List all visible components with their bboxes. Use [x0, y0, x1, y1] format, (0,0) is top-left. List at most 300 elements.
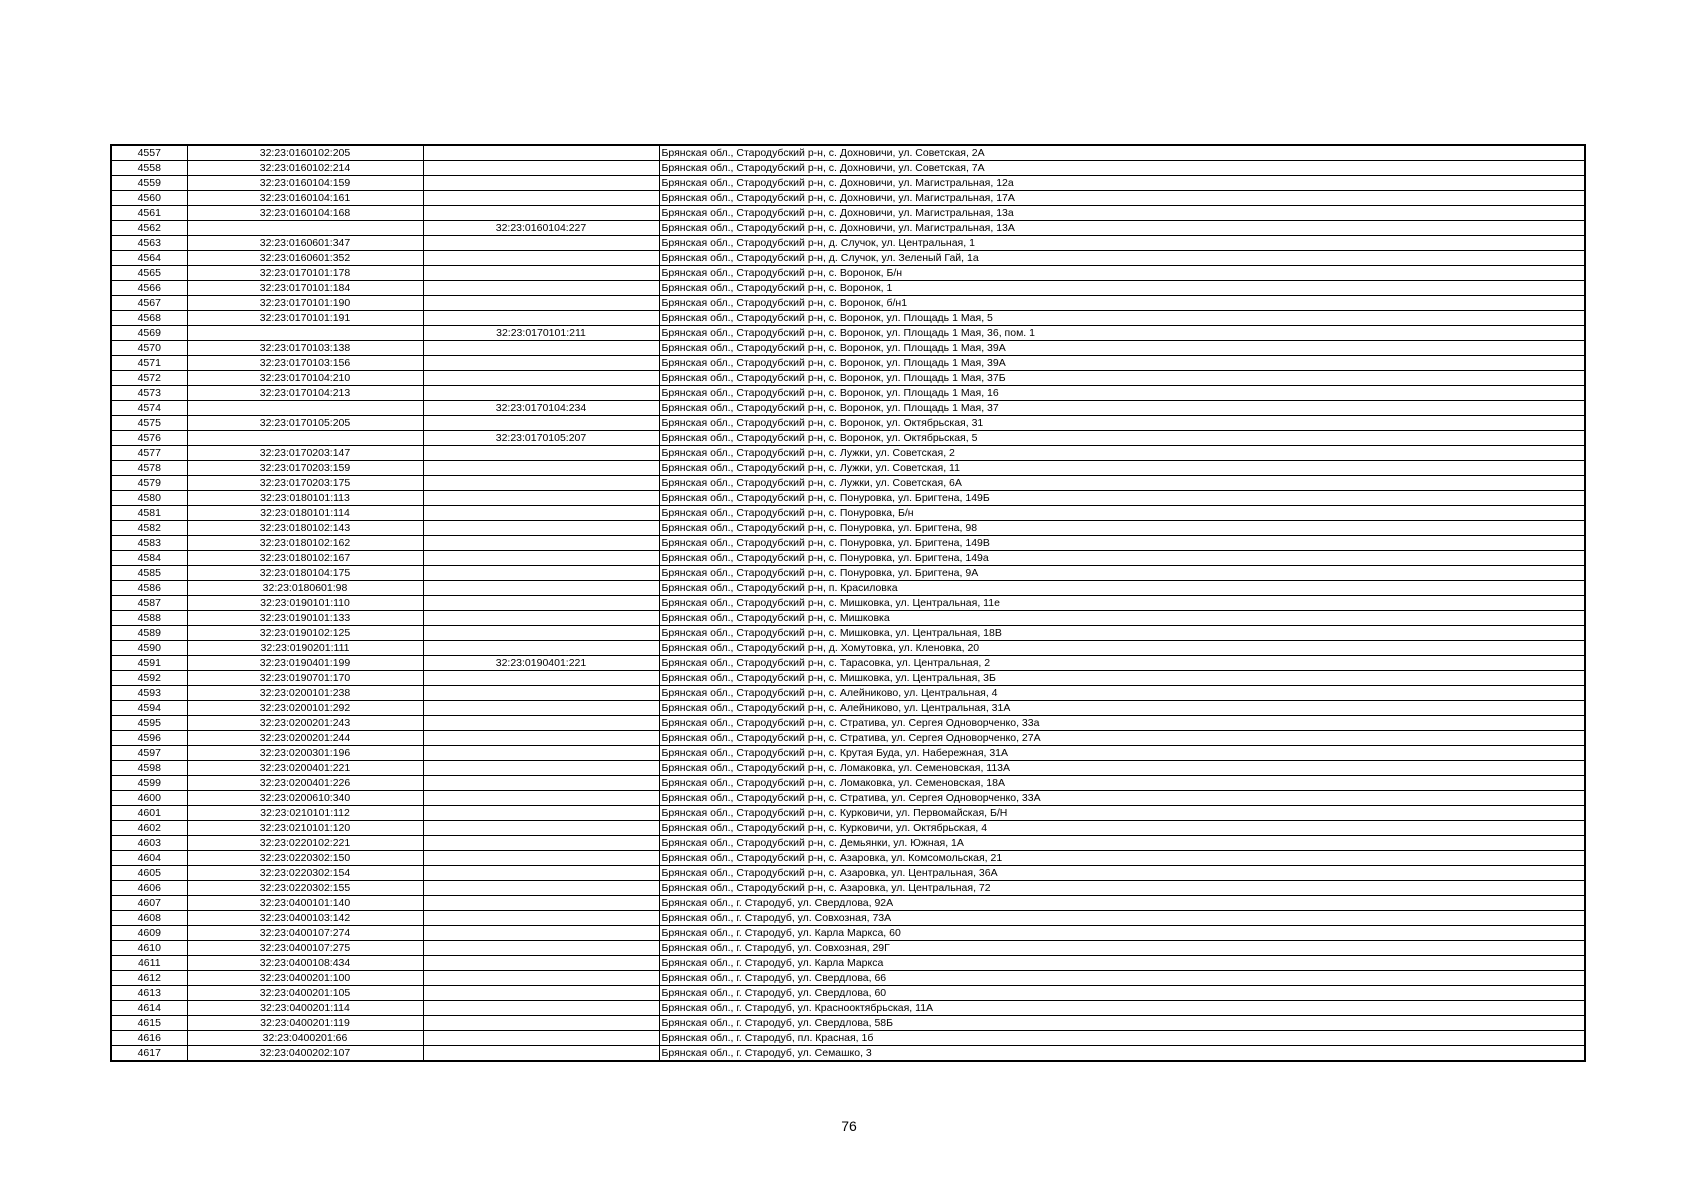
row-number-cell: 4564 [111, 251, 187, 266]
cadastral-number-cell: 32:23:0170203:159 [187, 461, 423, 476]
property-table [110, 144, 1586, 1062]
related-cadastral-number-cell [423, 386, 659, 401]
address-cell: Брянская обл., Стародубский р-н, с. Курковичи, ул. Первомайская, Б/Н [659, 806, 1585, 821]
row-number-cell: 4572 [111, 371, 187, 386]
cadastral-number-cell: 32:23:0400201:100 [187, 971, 423, 986]
cadastral-number-cell [187, 431, 423, 446]
related-cadastral-number-cell [423, 356, 659, 371]
row-number-cell: 4595 [111, 716, 187, 731]
table-row [111, 911, 1585, 926]
cadastral-number-cell [187, 326, 423, 341]
cadastral-number-cell: 32:23:0400201:119 [187, 1016, 423, 1031]
related-cadastral-number-cell [423, 1016, 659, 1031]
cadastral-number-cell: 32:23:0170104:210 [187, 371, 423, 386]
table-row [111, 1046, 1585, 1062]
table-row [111, 971, 1585, 986]
row-number-cell: 4577 [111, 446, 187, 461]
table-row [111, 431, 1585, 446]
address-cell: Брянская обл., Стародубский р-н, с. Стратива, ул. Сергея Одноворченко, 27А [659, 731, 1585, 746]
related-cadastral-number-cell: 32:23:0170101:211 [423, 326, 659, 341]
cadastral-number-cell: 32:23:0210101:112 [187, 806, 423, 821]
related-cadastral-number-cell [423, 611, 659, 626]
table-row [111, 851, 1585, 866]
table-row [111, 746, 1585, 761]
related-cadastral-number-cell [423, 926, 659, 941]
row-number-cell: 4570 [111, 341, 187, 356]
related-cadastral-number-cell [423, 941, 659, 956]
address-cell: Брянская обл., Стародубский р-н, с. Мишковка, ул. Центральная, 3Б [659, 671, 1585, 686]
row-number-cell: 4590 [111, 641, 187, 656]
address-cell: Брянская обл., Стародубский р-н, с. Дохновичи, ул. Советская, 7А [659, 161, 1585, 176]
row-number-cell: 4601 [111, 806, 187, 821]
address-cell: Брянская обл., Стародубский р-н, с. Мишковка, ул. Центральная, 18В [659, 626, 1585, 641]
cadastral-number-cell: 32:23:0220302:155 [187, 881, 423, 896]
related-cadastral-number-cell [423, 761, 659, 776]
cadastral-number-cell: 32:23:0160104:159 [187, 176, 423, 191]
row-number-cell: 4580 [111, 491, 187, 506]
address-cell: Брянская обл., Стародубский р-н, п. Красиловка [659, 581, 1585, 596]
related-cadastral-number-cell [423, 176, 659, 191]
row-number-cell: 4559 [111, 176, 187, 191]
row-number-cell: 4569 [111, 326, 187, 341]
related-cadastral-number-cell [423, 971, 659, 986]
address-cell: Брянская обл., Стародубский р-н, с. Воронок, ул. Площадь 1 Мая, 5 [659, 311, 1585, 326]
cadastral-number-cell: 32:23:0400201:114 [187, 1001, 423, 1016]
address-cell: Брянская обл., Стародубский р-н, с. Воронок, 1 [659, 281, 1585, 296]
table-row [111, 551, 1585, 566]
cadastral-number-cell [187, 401, 423, 416]
related-cadastral-number-cell [423, 1046, 659, 1062]
cadastral-number-cell: 32:23:0400107:274 [187, 926, 423, 941]
related-cadastral-number-cell [423, 251, 659, 266]
table-row [111, 866, 1585, 881]
table-row [111, 341, 1585, 356]
row-number-cell: 4600 [111, 791, 187, 806]
row-number-cell: 4578 [111, 461, 187, 476]
row-number-cell: 4581 [111, 506, 187, 521]
table-row [111, 986, 1585, 1001]
cadastral-number-cell: 32:23:0170101:191 [187, 311, 423, 326]
related-cadastral-number-cell [423, 896, 659, 911]
address-cell: Брянская обл., Стародубский р-н, с. Воронок, б/н1 [659, 296, 1585, 311]
row-number-cell: 4592 [111, 671, 187, 686]
row-number-cell: 4596 [111, 731, 187, 746]
table-row [111, 581, 1585, 596]
related-cadastral-number-cell [423, 461, 659, 476]
related-cadastral-number-cell [423, 281, 659, 296]
cadastral-number-cell: 32:23:0400201:66 [187, 1031, 423, 1046]
row-number-cell: 4594 [111, 701, 187, 716]
address-cell: Брянская обл., Стародубский р-н, с. Стратива, ул. Сергея Одноворченко, 33А [659, 791, 1585, 806]
related-cadastral-number-cell [423, 596, 659, 611]
row-number-cell: 4589 [111, 626, 187, 641]
row-number-cell: 4606 [111, 881, 187, 896]
address-cell: Брянская обл., Стародубский р-н, с. Азаровка, ул. Центральная, 36А [659, 866, 1585, 881]
table-row [111, 671, 1585, 686]
cadastral-number-cell: 32:23:0180102:162 [187, 536, 423, 551]
address-cell: Брянская обл., Стародубский р-н, с. Воронок, ул. Площадь 1 Мая, 37Б [659, 371, 1585, 386]
table-row [111, 536, 1585, 551]
address-cell: Брянская обл., Стародубский р-н, с. Дохновичи, ул. Магистральная, 13А [659, 221, 1585, 236]
address-cell: Брянская обл., Стародубский р-н, с. Курковичи, ул. Октябрьская, 4 [659, 821, 1585, 836]
address-cell: Брянская обл., Стародубский р-н, с. Понуровка, ул. Бригтена, 149а [659, 551, 1585, 566]
table-row [111, 881, 1585, 896]
table-row [111, 626, 1585, 641]
related-cadastral-number-cell [423, 836, 659, 851]
related-cadastral-number-cell [423, 1031, 659, 1046]
cadastral-number-cell: 32:23:0200201:244 [187, 731, 423, 746]
cadastral-number-cell: 32:23:0180601:98 [187, 581, 423, 596]
row-number-cell: 4568 [111, 311, 187, 326]
cadastral-number-cell: 32:23:0170103:138 [187, 341, 423, 356]
row-number-cell: 4575 [111, 416, 187, 431]
row-number-cell: 4616 [111, 1031, 187, 1046]
table-row [111, 356, 1585, 371]
address-cell: Брянская обл., Стародубский р-н, д. Случок, ул. Зеленый Гай, 1а [659, 251, 1585, 266]
cadastral-number-cell: 32:23:0170203:147 [187, 446, 423, 461]
related-cadastral-number-cell [423, 716, 659, 731]
related-cadastral-number-cell [423, 566, 659, 581]
row-number-cell: 4558 [111, 161, 187, 176]
row-number-cell: 4579 [111, 476, 187, 491]
row-number-cell: 4562 [111, 221, 187, 236]
table-row [111, 461, 1585, 476]
table-row [111, 806, 1585, 821]
cadastral-number-cell: 32:23:0160102:205 [187, 145, 423, 161]
related-cadastral-number-cell [423, 806, 659, 821]
table-row [111, 566, 1585, 581]
address-cell: Брянская обл., Стародубский р-н, с. Крутая Буда, ул. Набережная, 31А [659, 746, 1585, 761]
related-cadastral-number-cell [423, 206, 659, 221]
related-cadastral-number-cell [423, 311, 659, 326]
cadastral-number-cell: 32:23:0200101:238 [187, 686, 423, 701]
table-row [111, 896, 1585, 911]
related-cadastral-number-cell [423, 701, 659, 716]
row-number-cell: 4597 [111, 746, 187, 761]
address-cell: Брянская обл., Стародубский р-н, с. Воронок, ул. Площадь 1 Мая, 36, пом. 1 [659, 326, 1585, 341]
address-cell: Брянская обл., Стародубский р-н, с. Лужки, ул. Советская, 6А [659, 476, 1585, 491]
related-cadastral-number-cell [423, 145, 659, 161]
address-cell: Брянская обл., Стародубский р-н, д. Случок, ул. Центральная, 1 [659, 236, 1585, 251]
table-row [111, 251, 1585, 266]
address-cell: Брянская обл., Стародубский р-н, с. Алейниково, ул. Центральная, 31А [659, 701, 1585, 716]
row-number-cell: 4565 [111, 266, 187, 281]
table-row [111, 401, 1585, 416]
related-cadastral-number-cell [423, 791, 659, 806]
cadastral-number-cell: 32:23:0220302:150 [187, 851, 423, 866]
row-number-cell: 4586 [111, 581, 187, 596]
cadastral-number-cell: 32:23:0400108:434 [187, 956, 423, 971]
cadastral-number-cell: 32:23:0190102:125 [187, 626, 423, 641]
row-number-cell: 4587 [111, 596, 187, 611]
table-row [111, 941, 1585, 956]
cadastral-number-cell: 32:23:0190101:110 [187, 596, 423, 611]
row-number-cell: 4615 [111, 1016, 187, 1031]
address-cell: Брянская обл., Стародубский р-н, с. Понуровка, ул. Бригтена, 98 [659, 521, 1585, 536]
table-row [111, 1001, 1585, 1016]
cadastral-number-cell: 32:23:0180102:143 [187, 521, 423, 536]
row-number-cell: 4609 [111, 926, 187, 941]
related-cadastral-number-cell [423, 1001, 659, 1016]
cadastral-number-cell: 32:23:0200401:226 [187, 776, 423, 791]
address-cell: Брянская обл., Стародубский р-н, с. Дохновичи, ул. Советская, 2А [659, 145, 1585, 161]
table-row [111, 491, 1585, 506]
address-cell: Брянская обл., Стародубский р-н, с. Тарасовка, ул. Центральная, 2 [659, 656, 1585, 671]
table-row [111, 145, 1585, 161]
cadastral-number-cell: 32:23:0170203:175 [187, 476, 423, 491]
row-number-cell: 4584 [111, 551, 187, 566]
related-cadastral-number-cell [423, 866, 659, 881]
related-cadastral-number-cell [423, 476, 659, 491]
address-cell: Брянская обл., г. Стародуб, ул. Карла Маркса, 60 [659, 926, 1585, 941]
address-cell: Брянская обл., г. Стародуб, ул. Совхозная, 73А [659, 911, 1585, 926]
row-number-cell: 4566 [111, 281, 187, 296]
table-row [111, 476, 1585, 491]
cadastral-number-cell: 32:23:0160104:161 [187, 191, 423, 206]
row-number-cell: 4598 [111, 761, 187, 776]
cadastral-number-cell: 32:23:0160104:168 [187, 206, 423, 221]
cadastral-number-cell: 32:23:0160601:347 [187, 236, 423, 251]
address-cell: Брянская обл., Стародубский р-н, с. Дохновичи, ул. Магистральная, 17А [659, 191, 1585, 206]
row-number-cell: 4608 [111, 911, 187, 926]
table-row [111, 926, 1585, 941]
table-row [111, 1031, 1585, 1046]
cadastral-number-cell: 32:23:0160102:214 [187, 161, 423, 176]
related-cadastral-number-cell [423, 491, 659, 506]
page-number: 76 [841, 1118, 857, 1134]
row-number-cell: 4607 [111, 896, 187, 911]
address-cell: Брянская обл., Стародубский р-н, с. Воронок, ул. Октябрьская, 5 [659, 431, 1585, 446]
address-cell: Брянская обл., г. Стародуб, ул. Свердлова, 66 [659, 971, 1585, 986]
table-row [111, 1016, 1585, 1031]
row-number-cell: 4599 [111, 776, 187, 791]
related-cadastral-number-cell [423, 956, 659, 971]
row-number-cell: 4613 [111, 986, 187, 1001]
related-cadastral-number-cell [423, 161, 659, 176]
cadastral-number-cell: 32:23:0200301:196 [187, 746, 423, 761]
cadastral-number-cell: 32:23:0180101:114 [187, 506, 423, 521]
cadastral-number-cell: 32:23:0190101:133 [187, 611, 423, 626]
cadastral-number-cell: 32:23:0170101:184 [187, 281, 423, 296]
related-cadastral-number-cell [423, 911, 659, 926]
cadastral-number-cell: 32:23:0170101:178 [187, 266, 423, 281]
related-cadastral-number-cell [423, 446, 659, 461]
address-cell: Брянская обл., Стародубский р-н, с. Лужки, ул. Советская, 2 [659, 446, 1585, 461]
table-row [111, 686, 1585, 701]
address-cell: Брянская обл., Стародубский р-н, с. Понуровка, ул. Бригтена, 9А [659, 566, 1585, 581]
cadastral-number-cell: 32:23:0400107:275 [187, 941, 423, 956]
related-cadastral-number-cell [423, 986, 659, 1001]
table-row [111, 416, 1585, 431]
cadastral-number-cell: 32:23:0170103:156 [187, 356, 423, 371]
cadastral-number-cell: 32:23:0400101:140 [187, 896, 423, 911]
address-cell: Брянская обл., г. Стародуб, ул. Свердлова, 58Б [659, 1016, 1585, 1031]
cadastral-number-cell: 32:23:0400201:105 [187, 986, 423, 1001]
address-cell: Брянская обл., Стародубский р-н, с. Понуровка, Б/н [659, 506, 1585, 521]
cadastral-number-cell: 32:23:0190201:111 [187, 641, 423, 656]
table-row [111, 506, 1585, 521]
related-cadastral-number-cell [423, 881, 659, 896]
cadastral-number-cell: 32:23:0200101:292 [187, 701, 423, 716]
related-cadastral-number-cell: 32:23:0170104:234 [423, 401, 659, 416]
address-cell: Брянская обл., Стародубский р-н, с. Воронок, ул. Площадь 1 Мая, 37 [659, 401, 1585, 416]
table-row [111, 296, 1585, 311]
table-row [111, 266, 1585, 281]
related-cadastral-number-cell: 32:23:0170105:207 [423, 431, 659, 446]
row-number-cell: 4582 [111, 521, 187, 536]
row-number-cell: 4571 [111, 356, 187, 371]
cadastral-number-cell: 32:23:0400103:142 [187, 911, 423, 926]
address-cell: Брянская обл., Стародубский р-н, с. Дохновичи, ул. Магистральная, 12а [659, 176, 1585, 191]
cadastral-number-cell: 32:23:0190401:199 [187, 656, 423, 671]
row-number-cell: 4567 [111, 296, 187, 311]
address-cell: Брянская обл., Стародубский р-н, с. Понуровка, ул. Бригтена, 149Б [659, 491, 1585, 506]
related-cadastral-number-cell [423, 521, 659, 536]
row-number-cell: 4593 [111, 686, 187, 701]
address-cell: Брянская обл., г. Стародуб, ул. Совхозная, 29Г [659, 941, 1585, 956]
row-number-cell: 4574 [111, 401, 187, 416]
address-cell: Брянская обл., Стародубский р-н, с. Демьянки, ул. Южная, 1А [659, 836, 1585, 851]
related-cadastral-number-cell [423, 626, 659, 641]
related-cadastral-number-cell [423, 236, 659, 251]
related-cadastral-number-cell [423, 296, 659, 311]
document-sheet [110, 144, 1584, 1062]
row-number-cell: 4588 [111, 611, 187, 626]
row-number-cell: 4573 [111, 386, 187, 401]
row-number-cell: 4602 [111, 821, 187, 836]
related-cadastral-number-cell [423, 641, 659, 656]
cadastral-number-cell [187, 221, 423, 236]
cadastral-number-cell: 32:23:0400202:107 [187, 1046, 423, 1062]
row-number-cell: 4576 [111, 431, 187, 446]
table-row [111, 656, 1585, 671]
address-cell: Брянская обл., Стародубский р-н, с. Ломаковка, ул. Семеновская, 18А [659, 776, 1585, 791]
address-cell: Брянская обл., г. Стародуб, ул. Свердлова, 92А [659, 896, 1585, 911]
address-cell: Брянская обл., Стародубский р-н, с. Воронок, Б/н [659, 266, 1585, 281]
row-number-cell: 4614 [111, 1001, 187, 1016]
address-cell: Брянская обл., Стародубский р-н, с. Алейниково, ул. Центральная, 4 [659, 686, 1585, 701]
table-row [111, 386, 1585, 401]
row-number-cell: 4583 [111, 536, 187, 551]
table-row [111, 161, 1585, 176]
table-row [111, 611, 1585, 626]
cadastral-number-cell: 32:23:0170101:190 [187, 296, 423, 311]
row-number-cell: 4560 [111, 191, 187, 206]
row-number-cell: 4604 [111, 851, 187, 866]
address-cell: Брянская обл., Стародубский р-н, с. Понуровка, ул. Бригтена, 149В [659, 536, 1585, 551]
table-row [111, 821, 1585, 836]
related-cadastral-number-cell [423, 551, 659, 566]
address-cell: Брянская обл., Стародубский р-н, с. Азаровка, ул. Центральная, 72 [659, 881, 1585, 896]
table-row [111, 176, 1585, 191]
address-cell: Брянская обл., Стародубский р-н, с. Воронок, ул. Октябрьская, 31 [659, 416, 1585, 431]
address-cell: Брянская обл., Стародубский р-н, с. Мишковка [659, 611, 1585, 626]
cadastral-number-cell: 32:23:0160601:352 [187, 251, 423, 266]
table-row [111, 221, 1585, 236]
table-row [111, 521, 1585, 536]
related-cadastral-number-cell [423, 371, 659, 386]
address-cell: Брянская обл., Стародубский р-н, с. Мишковка, ул. Центральная, 11е [659, 596, 1585, 611]
related-cadastral-number-cell [423, 686, 659, 701]
table-row [111, 701, 1585, 716]
address-cell: Брянская обл., Стародубский р-н, д. Хомутовка, ул. Кленовка, 20 [659, 641, 1585, 656]
table-row [111, 776, 1585, 791]
related-cadastral-number-cell [423, 671, 659, 686]
row-number-cell: 4561 [111, 206, 187, 221]
address-cell: Брянская обл., Стародубский р-н, с. Дохновичи, ул. Магистральная, 13а [659, 206, 1585, 221]
related-cadastral-number-cell [423, 581, 659, 596]
address-cell: Брянская обл., Стародубский р-н, с. Ломаковка, ул. Семеновская, 113А [659, 761, 1585, 776]
related-cadastral-number-cell: 32:23:0190401:221 [423, 656, 659, 671]
table-row [111, 731, 1585, 746]
table-row [111, 206, 1585, 221]
row-number-cell: 4612 [111, 971, 187, 986]
row-number-cell: 4610 [111, 941, 187, 956]
cadastral-number-cell: 32:23:0200610:340 [187, 791, 423, 806]
cadastral-number-cell: 32:23:0190701:170 [187, 671, 423, 686]
related-cadastral-number-cell [423, 821, 659, 836]
row-number-cell: 4591 [111, 656, 187, 671]
table-row [111, 326, 1585, 341]
table-row [111, 311, 1585, 326]
row-number-cell: 4585 [111, 566, 187, 581]
cadastral-number-cell: 32:23:0170105:205 [187, 416, 423, 431]
related-cadastral-number-cell [423, 506, 659, 521]
related-cadastral-number-cell [423, 776, 659, 791]
address-cell: Брянская обл., г. Стародуб, ул. Карла Маркса [659, 956, 1585, 971]
table-row [111, 836, 1585, 851]
cadastral-number-cell: 32:23:0220302:154 [187, 866, 423, 881]
row-number-cell: 4603 [111, 836, 187, 851]
address-cell: Брянская обл., Стародубский р-н, с. Стратива, ул. Сергея Одноворченко, 33а [659, 716, 1585, 731]
related-cadastral-number-cell: 32:23:0160104:227 [423, 221, 659, 236]
related-cadastral-number-cell [423, 851, 659, 866]
related-cadastral-number-cell [423, 416, 659, 431]
table-body [111, 145, 1585, 1061]
address-cell: Брянская обл., г. Стародуб, ул. Семашко, 3 [659, 1046, 1585, 1062]
address-cell: Брянская обл., Стародубский р-н, с. Лужки, ул. Советская, 11 [659, 461, 1585, 476]
row-number-cell: 4617 [111, 1046, 187, 1062]
table-row [111, 716, 1585, 731]
address-cell: Брянская обл., Стародубский р-н, с. Воронок, ул. Площадь 1 Мая, 39А [659, 356, 1585, 371]
address-cell: Брянская обл., г. Стародуб, пл. Красная, 1б [659, 1031, 1585, 1046]
address-cell: Брянская обл., г. Стародуб, ул. Свердлова, 60 [659, 986, 1585, 1001]
address-cell: Брянская обл., Стародубский р-н, с. Воронок, ул. Площадь 1 Мая, 39А [659, 341, 1585, 356]
row-number-cell: 4557 [111, 145, 187, 161]
related-cadastral-number-cell [423, 746, 659, 761]
related-cadastral-number-cell [423, 191, 659, 206]
cadastral-number-cell: 32:23:0180101:113 [187, 491, 423, 506]
cadastral-number-cell: 32:23:0170104:213 [187, 386, 423, 401]
table-row [111, 191, 1585, 206]
address-cell: Брянская обл., г. Стародуб, ул. Краснооктябрьская, 11А [659, 1001, 1585, 1016]
table-row [111, 236, 1585, 251]
table-row [111, 791, 1585, 806]
related-cadastral-number-cell [423, 731, 659, 746]
cadastral-number-cell: 32:23:0180104:175 [187, 566, 423, 581]
related-cadastral-number-cell [423, 341, 659, 356]
table-row [111, 446, 1585, 461]
cadastral-number-cell: 32:23:0180102:167 [187, 551, 423, 566]
related-cadastral-number-cell [423, 266, 659, 281]
cadastral-number-cell: 32:23:0220102:221 [187, 836, 423, 851]
table-row [111, 371, 1585, 386]
table-row [111, 596, 1585, 611]
cadastral-number-cell: 32:23:0200401:221 [187, 761, 423, 776]
address-cell: Брянская обл., Стародубский р-н, с. Воронок, ул. Площадь 1 Мая, 16 [659, 386, 1585, 401]
related-cadastral-number-cell [423, 536, 659, 551]
row-number-cell: 4563 [111, 236, 187, 251]
